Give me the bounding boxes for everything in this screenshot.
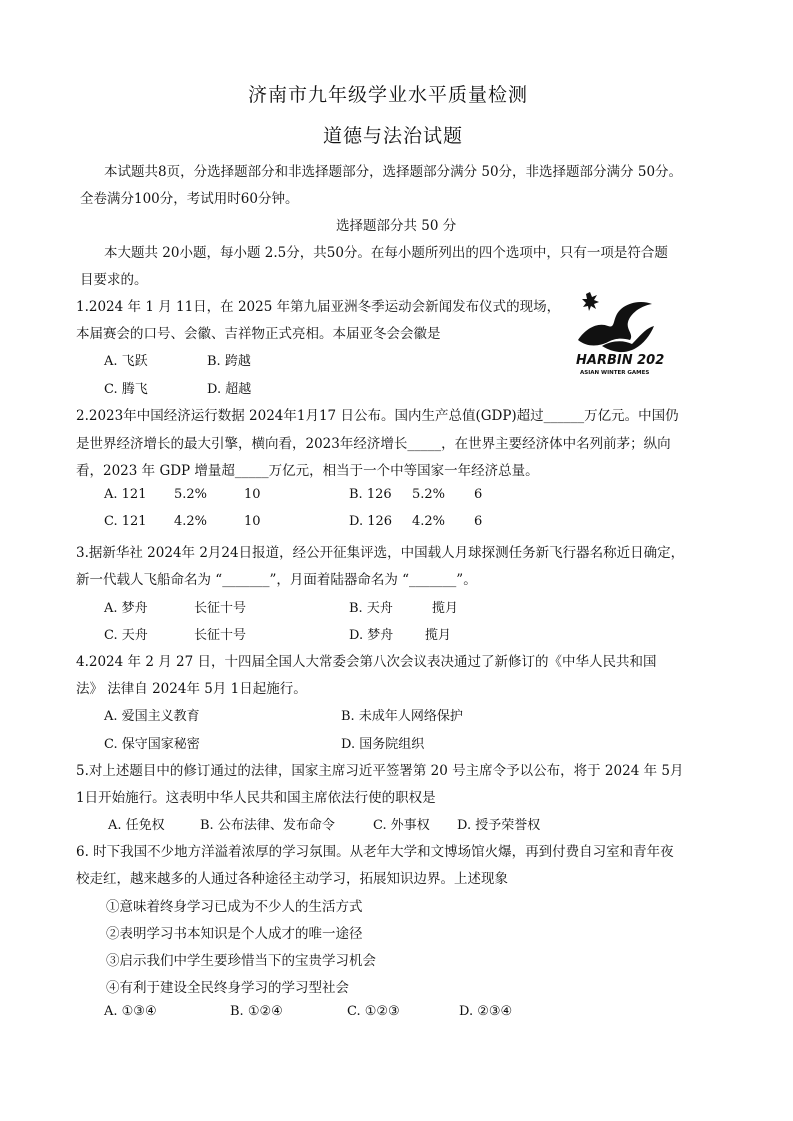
q4-option-d: D. 国务院组织 <box>341 737 425 752</box>
q6-stem-line-2: 校走红，越来越多的人通过各种途径主动学习，拓展知识边界。上述现象 <box>76 871 508 887</box>
q3-option-d-lander: 揽月 <box>425 628 452 643</box>
q6-statement-2: ②表明学习书本知识是个人成才的唯一途径 <box>106 926 363 942</box>
q2-option-d-growth: 4.2% <box>412 514 446 529</box>
q5-stem-line-2: 1日开始施行。这表明中华人民共和国主席依法行使的职权是 <box>76 790 436 806</box>
harbin-2025-emblem <box>572 288 664 378</box>
q2-option-b-increment: 6 <box>474 487 483 502</box>
q2-option-d-label: D. 126 <box>349 514 393 529</box>
section-instruction-1: 本大题共 20小题，每小题 2.5分，共50分。在每小题所列出的四个选项中，只有一项是符合题 <box>104 245 668 261</box>
q6-option-c: C. ①②③ <box>347 1004 400 1019</box>
q1-option-a: A. 飞跃 <box>104 354 148 369</box>
q2-option-c-label: C. 121 <box>104 514 147 529</box>
q1-option-d: D. 超越 <box>207 382 252 397</box>
q5-option-a: A. 任免权 <box>108 818 165 833</box>
q4-option-b: B. 未成年人网络保护 <box>341 709 463 724</box>
section-instruction-2: 目要求的。 <box>80 272 148 288</box>
q4-stem-line-1: 4.2024 年 2 月 27 日，十四届全国人大常委会第八次会议表决通过了新修订的《中华人民共和国 <box>76 654 657 670</box>
q2-option-d-increment: 6 <box>474 514 483 529</box>
intro-line-2: 全卷满分100分，考试用时60分钟。 <box>80 191 299 207</box>
emblem-wordmark: HARBIN 2025 <box>576 353 664 368</box>
q1-stem-line-1: 1.2024 年 1 月 11日，在 2025 年第九届亚洲冬季运动会新闻发布仪式的现场， <box>76 299 561 315</box>
q4-option-a: A. 爱国主义教育 <box>104 709 200 724</box>
q3-option-c-lander: 长征十号 <box>194 628 247 643</box>
intro-line-1: 本试题共8页，分选择题部分和非选择题部分，选择题部分满分 50分，非选择题部分满分 50分。 <box>104 164 683 180</box>
q6-statement-1: ①意味着终身学习已成为不少人的生活方式 <box>106 899 363 915</box>
q2-option-c-growth: 4.2% <box>174 514 208 529</box>
q6-option-d: D. ②③④ <box>459 1004 513 1019</box>
q3-stem-line-1: 3.据新华社 2024年 2月24日报道，经公开征集评选，中国载人月球探测任务新飞行器名称近日确定， <box>76 545 685 561</box>
q3-option-c-spacecraft: C. 天舟 <box>104 628 148 643</box>
q3-stem-line-2: 新一代载人飞船命名为 “_______”，月面着陆器命名为 “_______”。 <box>76 572 477 588</box>
q2-stem-line-2: 是世界经济增长的最大引擎，横向看，2023年经济增长_____，在世界主要经济体中名列前茅；纵向 <box>76 436 671 452</box>
q4-stem-line-2: 法》 法律自 2024年 5月 1日起施行。 <box>76 681 307 697</box>
q2-option-a-increment: 10 <box>244 487 261 502</box>
q3-option-a-spacecraft: A. 梦舟 <box>104 601 148 616</box>
q2-stem-line-1: 2.2023年中国经济运行数据 2024年1月17 日公布。国内生产总值(GDP)超过______万亿元。中国仍 <box>76 408 679 424</box>
section-heading: 选择题部分共 50 分 <box>336 218 457 234</box>
q6-statement-4: ④有利于建设全民终身学习的学习型社会 <box>106 980 349 996</box>
q5-option-c: C. 外事权 <box>373 818 430 833</box>
q3-option-b-spacecraft: B. 天舟 <box>349 601 393 616</box>
q5-stem-line-1: 5.对上述题目中的修订通过的法律，国家主席习近平签署第 20 号主席令予以公布，将于 2024 年 5月 <box>76 763 684 779</box>
q5-option-b: B. 公布法律、发布命令 <box>200 818 335 833</box>
q4-option-c: C. 保守国家秘密 <box>104 737 200 752</box>
q6-option-a: A. ①③④ <box>104 1004 157 1019</box>
q1-option-b: B. 跨越 <box>207 354 251 369</box>
q1-option-c: C. 腾飞 <box>104 382 148 397</box>
q3-option-d-spacecraft: D. 梦舟 <box>349 628 394 643</box>
page-subtitle: 道德与法治试题 <box>323 125 464 147</box>
q5-option-d: D. 授予荣誉权 <box>457 818 541 833</box>
q2-option-a-growth: 5.2% <box>174 487 208 502</box>
q6-statement-3: ③启示我们中学生要珍惜当下的宝贵学习机会 <box>106 953 376 969</box>
page-title: 济南市九年级学业水平质量检测 <box>248 84 529 106</box>
q6-stem-line-1: 6. 时下我国不少地方洋溢着浓厚的学习氛围。从老年大学和文博场馆火爆，再到付费自习室和青年夜 <box>76 844 674 860</box>
q3-option-b-lander: 揽月 <box>432 601 459 616</box>
emblem-subline: ASIAN WINTER GAMES <box>580 370 650 376</box>
q2-option-b-label: B. 126 <box>349 487 392 502</box>
emblem-graphic-icon <box>572 288 664 378</box>
q3-option-a-lander: 长征十号 <box>194 601 247 616</box>
q2-option-a-label: A. 121 <box>104 487 147 502</box>
q2-option-b-growth: 5.2% <box>412 487 446 502</box>
q2-stem-line-3: 看，2023 年 GDP 增量超_____万亿元，相当于一个中等国家一年经济总量。 <box>76 463 539 479</box>
q2-option-c-increment: 10 <box>244 514 261 529</box>
q1-stem-line-2: 本届赛会的口号、会徽、吉祥物正式亮相。本届亚冬会会徽是 <box>76 326 441 342</box>
q6-option-b: B. ①②④ <box>230 1004 283 1019</box>
